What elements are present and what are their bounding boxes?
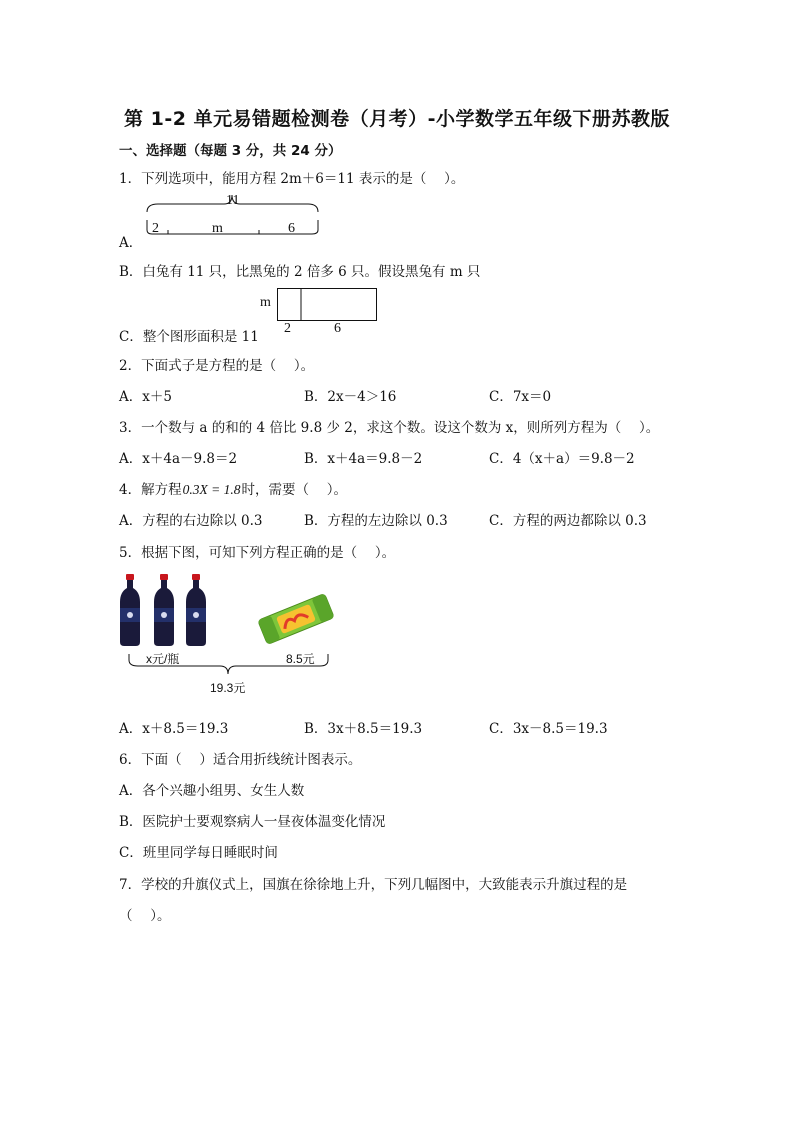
q1-stem: 1．下列选项中，能用方程 2m＋6＝11 表示的是（ ）。 [119, 171, 465, 187]
q4-option-a: A．方程的右边除以 0.3 [119, 513, 263, 529]
q6-option-a: A．各个兴趣小组男、女生人数 [119, 783, 305, 799]
q6-stem: 6．下面（ ）适合用折线统计图表示。 [119, 752, 362, 768]
section-heading: 一、选择题（每题 3 分，共 24 分） [119, 143, 342, 159]
q4-stem [119, 478, 347, 498]
q2-option-b: B．2x－4＞16 [304, 389, 397, 405]
q5-option-b: B．3x＋8.5＝19.3 [304, 721, 423, 737]
q4-option-b: B．方程的左边除以 0.3 [304, 513, 448, 529]
q1-rect-w2-label: 6 [334, 321, 341, 336]
q7-stem-line2: （ ）。 [119, 908, 171, 924]
cola-bottles-illustration [120, 570, 216, 648]
q5-total-price-label: 19.3元 [210, 681, 246, 695]
bottle-icon-2 [154, 574, 174, 646]
q5-stem: 5．根据下图，可知下列方程正确的是（ ）。 [119, 545, 396, 561]
q7-stem-line1: 7．学校的升旗仪式上，国旗在徐徐地上升，下列几幅图中，大致能表示升旗过程的是 [119, 877, 628, 893]
q5-bottle-price-label: x元/瓶 [146, 652, 180, 666]
q4-stem-post: 时，需要（ ）。 [241, 482, 347, 498]
bottle-icon-1 [120, 574, 140, 646]
q3-option-b: B．x＋4a＝9.8－2 [304, 451, 423, 467]
q6-option-b: B．医院护士要观察病人一昼夜体温变化情况 [119, 814, 386, 830]
q3-stem: 3．一个数与 a 的和的 4 倍比 9.8 少 2，求这个数。设这个数为 x，则所列方程为（ ）。 [119, 420, 660, 436]
q4-equation: 0.3X = 1.8 [182, 482, 241, 497]
q3-option-c: C．4（x＋a）＝9.8－2 [489, 451, 635, 467]
q2-option-a: A．x＋5 [119, 389, 172, 405]
q2-stem: 2．下面式子是方程的是（ ）。 [119, 358, 315, 374]
q5-option-c: C．3x－8.5＝19.3 [489, 721, 608, 737]
q6-option-c: C．班里同学每日睡眠时间 [119, 845, 278, 861]
q1-a-seg2-label: m [212, 221, 223, 236]
q5-biscuit-price-label: 8.5元 [286, 652, 315, 666]
q2-option-c: C．7x＝0 [489, 389, 552, 405]
q5-option-a: A．x＋8.5＝19.3 [119, 721, 229, 737]
q1-a-total-label: 11 [226, 193, 240, 208]
biscuit-pack-icon [256, 590, 336, 648]
q1-rect-w1-label: 2 [284, 321, 291, 336]
q4-option-c: C．方程的两边都除以 0.3 [489, 513, 647, 529]
q1-a-seg1-label: 2 [152, 221, 159, 236]
q1-rect-side-label: m [260, 295, 271, 310]
q1-option-c: C．整个图形面积是 11 [119, 329, 259, 345]
q1-option-b: B．白兔有 11 只，比黑兔的 2 倍多 6 只。假设黑兔有 m 只 [119, 264, 481, 280]
exam-title: 第 1-2 单元易错题检测卷（月考）-小学数学五年级下册苏教版 [124, 108, 670, 130]
q1-option-a-label: A． [119, 235, 143, 251]
q3-option-a: A．x＋4a－9.8＝2 [119, 451, 238, 467]
q1-a-seg3-label: 6 [288, 221, 295, 236]
q1-rectangle-diagram [277, 288, 379, 322]
bottle-icon-3 [186, 574, 206, 646]
q4-stem-pre: 4．解方程 [119, 482, 182, 498]
